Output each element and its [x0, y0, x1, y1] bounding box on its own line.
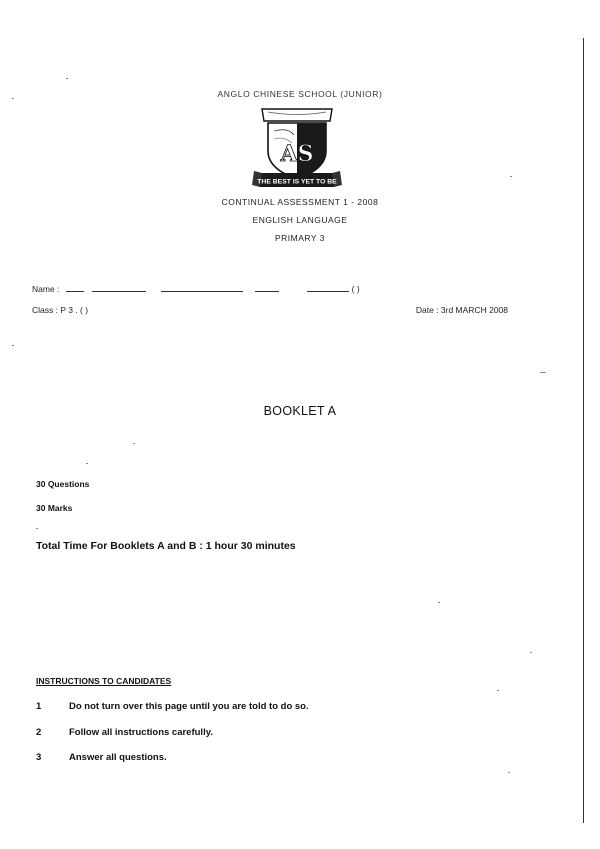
total-marks: 30 Marks: [36, 503, 73, 513]
crest-motto: THE BEST IS YET TO BE: [257, 178, 337, 186]
instructions-title: INSTRUCTIONS TO CANDIDATES: [36, 676, 172, 686]
exam-date: Date : 3rd MARCH 2008: [415, 305, 508, 315]
instruction-text: Follow all instructions carefully.: [69, 727, 213, 738]
booklet-title: BOOKLET A: [263, 404, 337, 418]
school-crest-logo: [248, 101, 346, 193]
scan-speck: [530, 652, 532, 653]
instruction-item: [36, 752, 167, 763]
question-count: 30 Questions: [36, 479, 90, 489]
instruction-item: [36, 727, 213, 738]
name-line: [92, 283, 146, 292]
scan-speck: [510, 176, 512, 177]
instruction-text: Answer all questions.: [69, 752, 167, 763]
instruction-number: 2: [36, 727, 42, 738]
page-edge-line: [583, 38, 584, 823]
instruction-number: 3: [36, 752, 42, 763]
name-label: Name :: [32, 284, 60, 294]
level-title: PRIMARY 3: [274, 233, 325, 243]
name-line: [307, 283, 349, 292]
name-line: [161, 283, 243, 292]
exam-title: CONTINUAL ASSESSMENT 1 - 2008: [221, 197, 379, 207]
instruction-item: [36, 701, 309, 712]
total-time: Total Time For Booklets A and B : 1 hour 30 minutes: [36, 540, 296, 552]
instruction-text: Do not turn over this page until you are told to do so.: [69, 701, 309, 712]
name-field: [32, 283, 360, 294]
scan-speck: [36, 528, 38, 529]
school-name: ANGLO CHINESE SCHOOL (JUNIOR): [217, 89, 383, 99]
scan-speck: [12, 98, 14, 99]
scan-speck: [508, 772, 510, 773]
scan-speck: [497, 690, 499, 691]
scan-speck: [66, 78, 68, 79]
name-line: [255, 283, 279, 292]
instruction-number: 1: [36, 701, 42, 712]
register-number-paren: ( ): [351, 284, 360, 294]
crest-monogram: AS: [280, 141, 314, 167]
subject-title: ENGLISH LANGUAGE: [252, 215, 348, 225]
class-field: Class : P 3 . ( ): [32, 305, 89, 315]
scan-speck: [12, 345, 14, 346]
scan-speck: [540, 372, 546, 373]
scan-speck: [133, 443, 135, 444]
scan-speck: [438, 602, 440, 603]
scan-speck: [86, 463, 88, 464]
name-line: [66, 283, 84, 292]
